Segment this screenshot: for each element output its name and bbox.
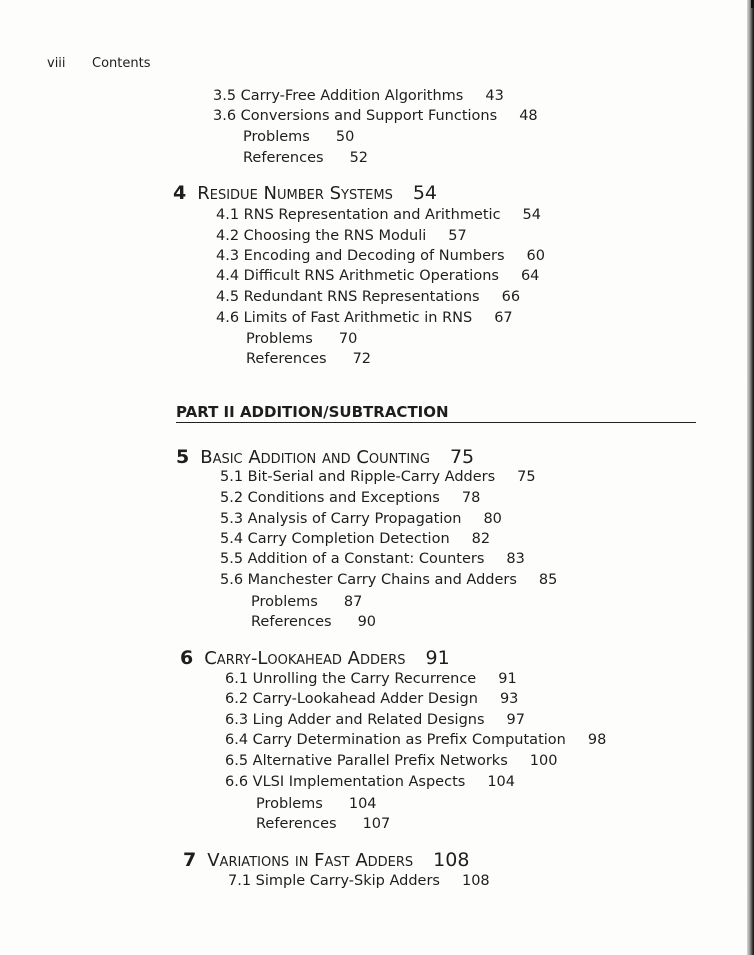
page-number: 80 xyxy=(483,511,502,527)
page-number: 60 xyxy=(526,248,545,264)
part-heading: PART II ADDITION/SUBTRACTION xyxy=(176,403,696,423)
section-number: 6.3 xyxy=(225,712,249,728)
section-number: 6.1 xyxy=(225,671,249,687)
toc-entry-3-6 xyxy=(213,107,538,125)
section-title: Carry Completion Detection xyxy=(247,531,450,547)
toc-entry-5-5 xyxy=(220,550,525,568)
toc-entry-problems xyxy=(251,593,362,611)
section-number: 4.1 xyxy=(216,207,240,223)
page-number: 75 xyxy=(449,446,475,468)
entry-title: Problems xyxy=(243,129,310,145)
toc-entry-7-1 xyxy=(228,872,490,890)
chapter-number: 4 xyxy=(173,182,187,204)
toc-entry-4-6 xyxy=(216,309,513,327)
section-number: 6.4 xyxy=(225,732,249,748)
section-number: 5.1 xyxy=(220,469,244,485)
entry-title: References xyxy=(251,614,332,630)
page-folio: viii xyxy=(47,56,66,71)
section-number: 5.4 xyxy=(220,531,244,547)
section-number: 7.1 xyxy=(228,873,252,889)
section-title: Conversions and Support Functions xyxy=(240,108,498,124)
chapter-title: Carry-Lookahead Adders xyxy=(204,648,406,669)
page-number: 108 xyxy=(433,849,470,871)
section-number: 6.5 xyxy=(225,753,249,769)
page-number: 67 xyxy=(494,310,513,326)
section-title: Carry Determination as Prefix Computation xyxy=(252,732,566,748)
section-title: Conditions and Exceptions xyxy=(247,490,440,506)
section-title: Unrolling the Carry Recurrence xyxy=(252,671,477,687)
section-number: 4.2 xyxy=(216,228,240,244)
entry-title: References xyxy=(246,351,327,367)
toc-entry-problems xyxy=(243,128,354,146)
toc-entry-references xyxy=(251,613,376,631)
toc-entry-5-2 xyxy=(220,489,480,507)
page-number: 98 xyxy=(587,732,607,748)
chapter-6-heading xyxy=(180,647,450,670)
section-number: 3.5 xyxy=(213,88,237,104)
section-title: Difficult RNS Arithmetic Operations xyxy=(243,268,499,284)
toc-entry-6-6 xyxy=(225,773,515,791)
toc-entry-6-4 xyxy=(225,731,606,749)
toc-entry-6-2 xyxy=(225,690,518,708)
section-title: Manchester Carry Chains and Adders xyxy=(247,572,517,588)
toc-entry-4-5 xyxy=(216,288,520,306)
chapter-title: Residue Number Systems xyxy=(197,183,393,204)
section-title: Carry-Free Addition Algorithms xyxy=(240,88,464,104)
toc-entry-4-3 xyxy=(216,247,545,265)
page-number: 66 xyxy=(501,289,521,305)
page-number: 100 xyxy=(529,753,558,769)
toc-entry-problems xyxy=(256,795,377,813)
toc-entry-3-5 xyxy=(213,87,504,105)
section-number: 5.6 xyxy=(220,572,244,588)
section-number: 4.6 xyxy=(216,310,240,326)
page-number: 82 xyxy=(471,531,491,547)
toc-entry-references xyxy=(256,815,390,833)
chapter-7-heading xyxy=(183,849,469,872)
page-edge-shadow xyxy=(747,0,754,955)
toc-entry-6-3 xyxy=(225,711,525,729)
page-number: 91 xyxy=(425,647,450,669)
chapter-number: 7 xyxy=(183,849,197,871)
page-number: 75 xyxy=(517,469,536,485)
toc-entry-5-4 xyxy=(220,530,490,548)
chapter-number: 5 xyxy=(176,446,190,468)
page-number: 78 xyxy=(461,490,481,506)
running-head-title: Contents xyxy=(92,56,151,71)
section-title: RNS Representation and Arithmetic xyxy=(243,207,501,223)
page-number: 50 xyxy=(335,129,355,145)
page-number: 85 xyxy=(538,572,558,588)
section-title: Addition of a Constant: Counters xyxy=(247,551,485,567)
page-number: 93 xyxy=(499,691,519,707)
entry-title: Problems xyxy=(251,594,318,610)
chapter-title: Basic Addition and Counting xyxy=(200,447,430,468)
page-number: 83 xyxy=(506,551,525,567)
page-number: 72 xyxy=(352,351,372,367)
page-number: 64 xyxy=(520,268,540,284)
section-number: 3.6 xyxy=(213,108,237,124)
entry-title: References xyxy=(256,816,337,832)
page-number: 54 xyxy=(412,182,438,204)
chapter-4-heading xyxy=(173,182,437,205)
section-title: VLSI Implementation Aspects xyxy=(252,774,466,790)
section-title: Encoding and Decoding of Numbers xyxy=(243,248,505,264)
page-number: 90 xyxy=(357,614,377,630)
entry-title: References xyxy=(243,150,324,166)
page-number: 70 xyxy=(338,331,358,347)
section-number: 4.3 xyxy=(216,248,240,264)
chapter-5-heading xyxy=(176,446,474,469)
section-number: 5.3 xyxy=(220,511,244,527)
entry-title: Problems xyxy=(256,796,323,812)
section-title: Limits of Fast Arithmetic in RNS xyxy=(243,310,473,326)
section-title: Carry-Lookahead Adder Design xyxy=(252,691,478,707)
page-number: 91 xyxy=(498,671,517,687)
page-number: 48 xyxy=(519,108,538,124)
page-number: 104 xyxy=(348,796,377,812)
section-title: Bit-Serial and Ripple-Carry Adders xyxy=(247,469,496,485)
section-number: 6.6 xyxy=(225,774,249,790)
toc-entry-problems xyxy=(246,330,357,348)
page-number: 97 xyxy=(506,712,525,728)
chapter-number: 6 xyxy=(180,647,194,669)
chapter-title: Variations in Fast Adders xyxy=(207,850,414,871)
page-number: 57 xyxy=(448,228,467,244)
toc-entry-references xyxy=(243,149,368,167)
section-title: Analysis of Carry Propagation xyxy=(247,511,462,527)
page-number: 107 xyxy=(362,816,391,832)
section-title: Ling Adder and Related Designs xyxy=(252,712,485,728)
page-number: 104 xyxy=(487,774,516,790)
toc-entry-4-2 xyxy=(216,227,467,245)
section-number: 4.4 xyxy=(216,268,240,284)
page-number: 108 xyxy=(461,873,490,889)
section-number: 6.2 xyxy=(225,691,249,707)
page-number: 52 xyxy=(349,150,369,166)
page-number: 87 xyxy=(343,594,363,610)
running-head xyxy=(47,56,150,71)
toc-entry-4-1 xyxy=(216,206,541,224)
section-title: Choosing the RNS Moduli xyxy=(243,228,427,244)
toc-entry-4-4 xyxy=(216,267,539,285)
toc-entry-5-1 xyxy=(220,468,536,486)
section-title: Simple Carry-Skip Adders xyxy=(255,873,440,889)
toc-entry-5-3 xyxy=(220,510,502,528)
section-title: Alternative Parallel Prefix Networks xyxy=(252,753,508,769)
toc-entry-6-5 xyxy=(225,752,557,770)
page-number: 54 xyxy=(522,207,541,223)
toc-entry-6-1 xyxy=(225,670,517,688)
toc-entry-references xyxy=(246,350,371,368)
section-title: Redundant RNS Representations xyxy=(243,289,480,305)
section-number: 5.5 xyxy=(220,551,244,567)
section-number: 5.2 xyxy=(220,490,244,506)
toc-entry-5-6 xyxy=(220,571,557,589)
section-number: 4.5 xyxy=(216,289,240,305)
page-number: 43 xyxy=(485,88,504,104)
entry-title: Problems xyxy=(246,331,313,347)
